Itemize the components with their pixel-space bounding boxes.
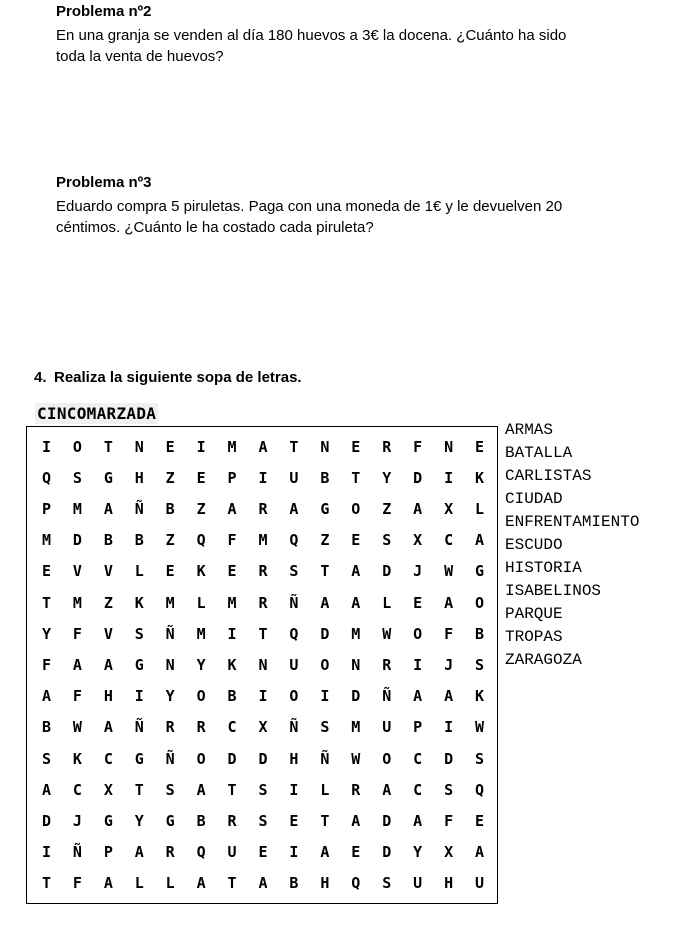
grid-cell: O (320, 655, 330, 674)
grid-cell: V (72, 562, 82, 581)
grid-cell: O (196, 749, 206, 768)
grid-cell: Z (382, 499, 392, 518)
grid-cell: W (351, 749, 361, 768)
grid-cell: T (351, 468, 361, 487)
grid-cell: R (165, 843, 175, 862)
grid-cell: Ñ (320, 749, 330, 768)
grid-cell: Z (165, 531, 175, 550)
grid-cell: M (165, 593, 175, 612)
problem-2 (56, 3, 616, 67)
grid-cell: L (134, 874, 144, 893)
word-list-item: BATALLA (505, 444, 573, 462)
grid-cell: Ñ (165, 624, 175, 643)
grid-cell: X (413, 531, 423, 550)
grid-cell: E (289, 811, 299, 830)
grid-cell: B (475, 624, 485, 643)
grid-cell: A (103, 499, 113, 518)
grid-cell: B (320, 468, 330, 487)
grid-cell: C (413, 749, 423, 768)
grid-cell: Q (289, 624, 299, 643)
grid-cell: I (320, 687, 330, 706)
grid-cell: A (196, 874, 206, 893)
grid-cell: A (413, 811, 423, 830)
grid-cell: J (444, 655, 454, 674)
grid-cell: D (258, 749, 268, 768)
grid-cell: H (289, 749, 299, 768)
grid-cell: A (475, 843, 485, 862)
grid-cell: X (103, 780, 113, 799)
grid-cell: S (382, 874, 392, 893)
grid-cell: N (351, 655, 361, 674)
grid-cell: F (444, 811, 454, 830)
grid-cell: T (320, 562, 330, 581)
grid-cell: H (444, 874, 454, 893)
grid-cell: A (103, 655, 113, 674)
grid-cell: R (258, 593, 268, 612)
grid-cell: L (134, 562, 144, 581)
grid-cell: L (165, 874, 175, 893)
grid-cell: Q (289, 531, 299, 550)
grid-cell: E (165, 562, 175, 581)
grid-cell: R (351, 780, 361, 799)
grid-cell: N (320, 437, 330, 456)
word-list-item: CARLISTAS (505, 467, 592, 485)
problem-3-title: Problema nº3 (56, 174, 152, 191)
grid-cell: B (196, 811, 206, 830)
grid-cell: C (72, 780, 82, 799)
grid-cell: L (320, 780, 330, 799)
grid-cell: R (258, 499, 268, 518)
grid-cell: R (382, 655, 392, 674)
grid-cell: Ñ (289, 718, 299, 737)
grid-cell: E (351, 843, 361, 862)
grid-cell: A (475, 531, 485, 550)
grid-cell: I (444, 468, 454, 487)
grid-cell: Z (165, 468, 175, 487)
grid-cell: I (444, 718, 454, 737)
grid-cell: R (196, 718, 206, 737)
grid-cell: O (351, 499, 361, 518)
grid-cell: U (413, 874, 423, 893)
grid-cell: H (320, 874, 330, 893)
grid-cell: D (444, 749, 454, 768)
grid-cell: G (103, 468, 113, 487)
grid-cell: E (475, 811, 485, 830)
grid-cell: E (165, 437, 175, 456)
task-4-number: 4. (34, 369, 47, 386)
grid-cell: B (289, 874, 299, 893)
grid-cell: S (475, 749, 485, 768)
grid-cell: S (475, 655, 485, 674)
task-4-instruction: Realiza la siguiente sopa de letras. (54, 369, 302, 386)
grid-cell: O (382, 749, 392, 768)
grid-cell: D (382, 562, 392, 581)
grid-cell: A (382, 780, 392, 799)
grid-cell: A (103, 874, 113, 893)
grid-cell: C (444, 531, 454, 550)
grid-cell: F (72, 624, 82, 643)
grid-cell: S (320, 718, 330, 737)
grid-cell: A (41, 687, 51, 706)
grid-cell: I (41, 843, 51, 862)
grid-cell: A (289, 499, 299, 518)
grid-cell: F (72, 687, 82, 706)
grid-cell: G (103, 811, 113, 830)
grid-cell: A (320, 843, 330, 862)
grid-cell: I (289, 843, 299, 862)
grid-cell: X (444, 499, 454, 518)
grid-cell: A (444, 593, 454, 612)
grid-cell: U (382, 718, 392, 737)
grid-cell: O (289, 687, 299, 706)
grid-cell: A (227, 499, 237, 518)
grid-cell: M (351, 718, 361, 737)
grid-cell: O (72, 437, 82, 456)
task-4-heading (34, 368, 302, 388)
grid-cell: C (103, 749, 113, 768)
grid-cell: Y (196, 655, 206, 674)
word-list-item: PARQUE (505, 605, 563, 623)
grid-cell: F (41, 655, 51, 674)
grid-cell: I (258, 687, 268, 706)
grid-cell: E (351, 437, 361, 456)
grid-cell: S (444, 780, 454, 799)
problem-2-title: Problema nº2 (56, 3, 152, 20)
grid-cell: V (103, 624, 113, 643)
grid-cell: O (413, 624, 423, 643)
problem-2-text: En una granja se venden al día 180 huevos a 3€ la docena. ¿Cuánto ha sido toda la venta de huevos? (56, 27, 567, 65)
grid-cell: M (72, 499, 82, 518)
grid-cell: O (196, 687, 206, 706)
grid-cell: T (103, 437, 113, 456)
grid-cell: X (258, 718, 268, 737)
grid-cell: A (351, 562, 361, 581)
grid-cell: U (289, 655, 299, 674)
grid-cell: W (382, 624, 392, 643)
grid-cell: L (475, 499, 485, 518)
grid-cell: B (227, 687, 237, 706)
grid-cell: E (413, 593, 423, 612)
word-search-grid (26, 426, 498, 904)
grid-cell: G (475, 562, 485, 581)
grid-cell: I (413, 655, 423, 674)
grid-cell: G (320, 499, 330, 518)
grid-cell: D (382, 843, 392, 862)
grid-cell: R (165, 718, 175, 737)
grid-cell: P (227, 468, 237, 487)
grid-cell: U (227, 843, 237, 862)
grid-cell: R (258, 562, 268, 581)
grid-cell: U (289, 468, 299, 487)
grid-cell: Y (134, 811, 144, 830)
grid-cell: Q (41, 468, 51, 487)
grid-cell: N (165, 655, 175, 674)
grid-cell: K (196, 562, 206, 581)
grid-cell: D (320, 624, 330, 643)
grid-cell: E (41, 562, 51, 581)
grid-cell: I (41, 437, 51, 456)
grid-cell: Y (413, 843, 423, 862)
grid-cell: T (41, 593, 51, 612)
grid-cell: J (413, 562, 423, 581)
grid-cell: P (41, 499, 51, 518)
grid-cell: F (444, 624, 454, 643)
grid-cell: E (227, 562, 237, 581)
grid-cell: C (413, 780, 423, 799)
grid-cell: E (351, 531, 361, 550)
grid-cell: E (196, 468, 206, 487)
grid-cell: M (72, 593, 82, 612)
grid-cell: W (72, 718, 82, 737)
grid-cell: O (475, 593, 485, 612)
grid-cell: Q (196, 843, 206, 862)
grid-cell: E (475, 437, 485, 456)
grid-cell: M (351, 624, 361, 643)
grid-cell: B (41, 718, 51, 737)
grid-cell: H (134, 468, 144, 487)
grid-cell: A (351, 811, 361, 830)
word-list-item: CIUDAD (505, 490, 563, 508)
grid-cell: B (103, 531, 113, 550)
grid-cell: S (72, 468, 82, 487)
grid-cell: F (227, 531, 237, 550)
grid-cell: A (196, 780, 206, 799)
grid-cell: G (134, 749, 144, 768)
grid-cell: L (196, 593, 206, 612)
grid-cell: T (227, 874, 237, 893)
grid-cell: N (134, 437, 144, 456)
grid-cell: I (258, 468, 268, 487)
grid-cell: T (320, 811, 330, 830)
word-list (505, 419, 639, 672)
grid-cell: C (227, 718, 237, 737)
problem-3-text: Eduardo compra 5 piruletas. Paga con una moneda de 1€ y le devuelven 20 céntimos. ¿Cuánto le ha costado cada piruleta? (56, 198, 563, 236)
grid-cell: Ñ (382, 687, 392, 706)
grid-cell: A (258, 874, 268, 893)
grid-cell: A (41, 780, 51, 799)
grid-cell: Ñ (134, 499, 144, 518)
grid-cell: D (227, 749, 237, 768)
grid-cell: P (413, 718, 423, 737)
grid-cell: Ñ (289, 593, 299, 612)
grid-cell: A (258, 437, 268, 456)
grid-cell: T (41, 874, 51, 893)
word-list-item: ISABELINOS (505, 582, 602, 600)
grid-cell: G (165, 811, 175, 830)
grid-cell: Y (41, 624, 51, 643)
grid-cell: T (134, 780, 144, 799)
grid-cell: S (258, 780, 268, 799)
grid-cell: N (444, 437, 454, 456)
grid-cell: M (227, 437, 237, 456)
grid-cell: N (258, 655, 268, 674)
grid-cell: A (413, 687, 423, 706)
grid-cell: D (382, 811, 392, 830)
grid-cell: M (196, 624, 206, 643)
grid-cell: S (165, 780, 175, 799)
grid-cell: Q (196, 531, 206, 550)
grid-cell: B (165, 499, 175, 518)
word-list-item: ARMAS (505, 421, 554, 439)
word-list-item: ESCUDO (505, 536, 563, 554)
grid-cell: T (258, 624, 268, 643)
grid-cell: A (413, 499, 423, 518)
grid-cell: D (72, 531, 82, 550)
grid-cell: F (413, 437, 423, 456)
grid-cell: A (320, 593, 330, 612)
grid-cell: Z (103, 593, 113, 612)
grid-cell: M (227, 593, 237, 612)
grid-cell: K (72, 749, 82, 768)
grid-cell: H (103, 687, 113, 706)
grid-cell: P (103, 843, 113, 862)
grid-cell: I (196, 437, 206, 456)
grid-cell: Y (382, 468, 392, 487)
grid-cell: A (72, 655, 82, 674)
grid-cell: R (382, 437, 392, 456)
grid-cell: Ñ (134, 718, 144, 737)
grid-cell: S (382, 531, 392, 550)
grid-cell: S (289, 562, 299, 581)
grid-cell: K (475, 468, 485, 487)
word-list-item: ZARAGOZA (505, 651, 582, 669)
grid-cell: I (227, 624, 237, 643)
grid-cell: Ñ (72, 843, 82, 862)
grid-cell: A (103, 718, 113, 737)
grid-cell: J (72, 811, 82, 830)
grid-cell: B (134, 531, 144, 550)
grid-cell: R (227, 811, 237, 830)
grid-cell: Ñ (165, 749, 175, 768)
grid-cell: Y (165, 687, 175, 706)
grid-cell: F (72, 874, 82, 893)
grid-cell: W (444, 562, 454, 581)
grid-cell: K (475, 687, 485, 706)
grid-cell: E (258, 843, 268, 862)
word-search-title: CINCOMARZADA (37, 404, 157, 423)
grid-cell: U (475, 874, 485, 893)
grid-cell: S (41, 749, 51, 768)
word-list-item: HISTORIA (505, 559, 582, 577)
grid-cell: V (103, 562, 113, 581)
grid-cell: S (258, 811, 268, 830)
grid-cell: W (475, 718, 485, 737)
grid-cell: A (351, 593, 361, 612)
grid-cell: Z (320, 531, 330, 550)
grid-cell: D (41, 811, 51, 830)
grid-cell: K (134, 593, 144, 612)
grid-cell: A (134, 843, 144, 862)
word-list-item: TROPAS (505, 628, 563, 646)
grid-cell: M (258, 531, 268, 550)
grid-cell: I (134, 687, 144, 706)
grid-cell: Z (196, 499, 206, 518)
grid-cell: T (227, 780, 237, 799)
problem-3 (56, 174, 616, 238)
grid-cell: L (382, 593, 392, 612)
word-list-item: ENFRENTAMIENTO (505, 513, 640, 531)
grid-cell: Q (475, 780, 485, 799)
grid-cell: K (227, 655, 237, 674)
grid-cell: T (289, 437, 299, 456)
grid-cell: Q (351, 874, 361, 893)
grid-cell: G (134, 655, 144, 674)
grid-cell: S (134, 624, 144, 643)
grid-cell: M (41, 531, 51, 550)
grid-cell: A (444, 687, 454, 706)
grid-cell: D (351, 687, 361, 706)
grid-cell: I (289, 780, 299, 799)
grid-cell: D (413, 468, 423, 487)
grid-cell: X (444, 843, 454, 862)
